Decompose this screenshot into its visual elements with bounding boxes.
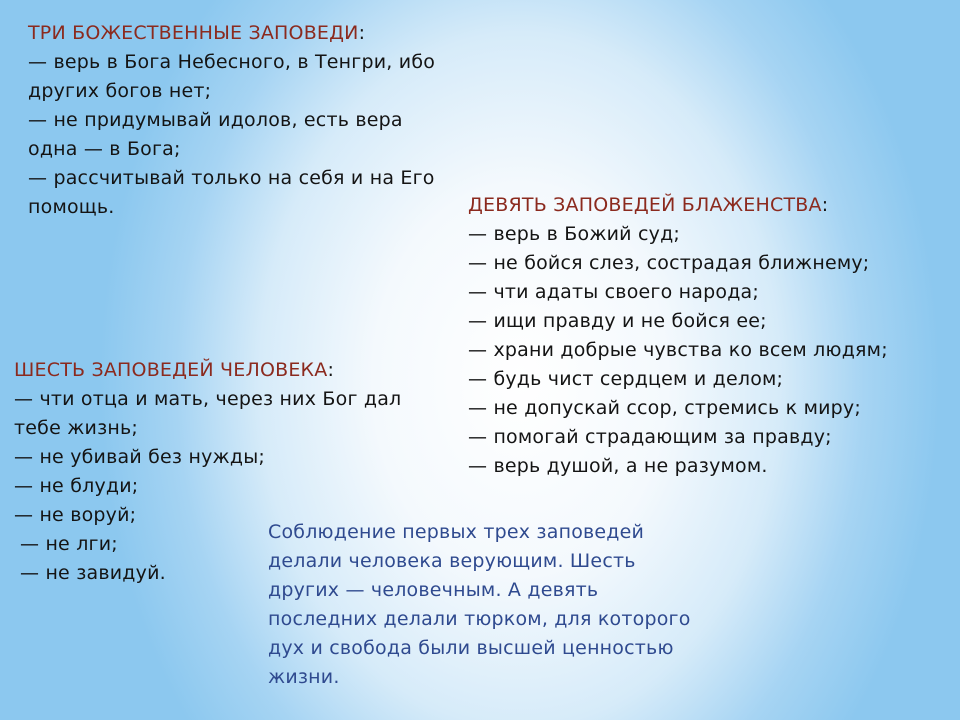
- nine-commandments-line: — помогай страдающим за правду;: [468, 426, 832, 448]
- nine-commandments-line: — чти адаты своего народа;: [468, 281, 759, 303]
- three-commandments-line: — верь в Бога Небесного, в Тенгри, ибо: [28, 51, 436, 73]
- nine-commandments-colon: :: [821, 194, 829, 216]
- three-commandments-title: ТРИ БОЖЕСТВЕННЫЕ ЗАПОВЕДИ: [28, 22, 359, 44]
- nine-commandments-line: — верь в Божий суд;: [468, 223, 681, 245]
- six-commandments-line: тебе жизнь;: [14, 417, 138, 439]
- nine-commandments-line: — храни добрые чувства ко всем людям;: [468, 339, 888, 361]
- nine-commandments-line: — не бойся слез, сострадая ближнему;: [468, 252, 870, 274]
- six-commandments-line: — не блуди;: [14, 475, 139, 497]
- six-commandments-line: — не воруй;: [14, 504, 137, 526]
- three-commandments-heading: [28, 19, 435, 48]
- summary-paragraph: [268, 518, 691, 692]
- nine-commandments-title: ДЕВЯТЬ ЗАПОВЕДЕЙ БЛАЖЕНСТВА: [468, 194, 822, 216]
- summary-line: Соблюдение первых трех заповедей: [268, 521, 645, 543]
- six-commandments-colon: :: [327, 359, 335, 381]
- six-commandments-heading: [14, 356, 401, 385]
- nine-commandments-line: — верь душой, а не разумом.: [468, 455, 768, 477]
- six-commandments-title: ШЕСТЬ ЗАПОВЕДЕЙ ЧЕЛОВЕКА: [14, 359, 328, 381]
- nine-commandments-block: [468, 191, 888, 481]
- three-commandments-line: — не придумывай идолов, есть вера: [28, 109, 403, 131]
- nine-commandments-heading: [468, 191, 888, 220]
- summary-line: последних делали тюрком, для которого: [268, 608, 691, 630]
- three-commandments-colon: :: [358, 22, 366, 44]
- three-commandments-line: — рассчитывай только на себя и на Его: [28, 167, 435, 189]
- six-commandments-line: — чти отца и мать, через них Бог дал: [14, 388, 402, 410]
- summary-line: делали человека верующим. Шесть: [268, 550, 636, 572]
- six-commandments-line: — не убивай без нужды;: [14, 446, 266, 468]
- three-commandments-line: одна — в Бога;: [28, 138, 181, 160]
- six-commandments-line: — не завидуй.: [20, 562, 166, 584]
- six-commandments-line: — не лги;: [20, 533, 118, 555]
- summary-line: жизни.: [268, 666, 340, 688]
- nine-commandments-line: — не допускай ссор, стремись к миру;: [468, 397, 861, 419]
- summary-line: дух и свобода были высшей ценностью: [268, 637, 674, 659]
- three-commandments-block: [28, 19, 435, 222]
- nine-commandments-line: — будь чист сердцем и делом;: [468, 368, 784, 390]
- nine-commandments-line: — ищи правду и не бойся ее;: [468, 310, 767, 332]
- three-commandments-line: других богов нет;: [28, 80, 212, 102]
- summary-line: других — человечным. А девять: [268, 579, 599, 601]
- three-commandments-line: помощь.: [28, 196, 115, 218]
